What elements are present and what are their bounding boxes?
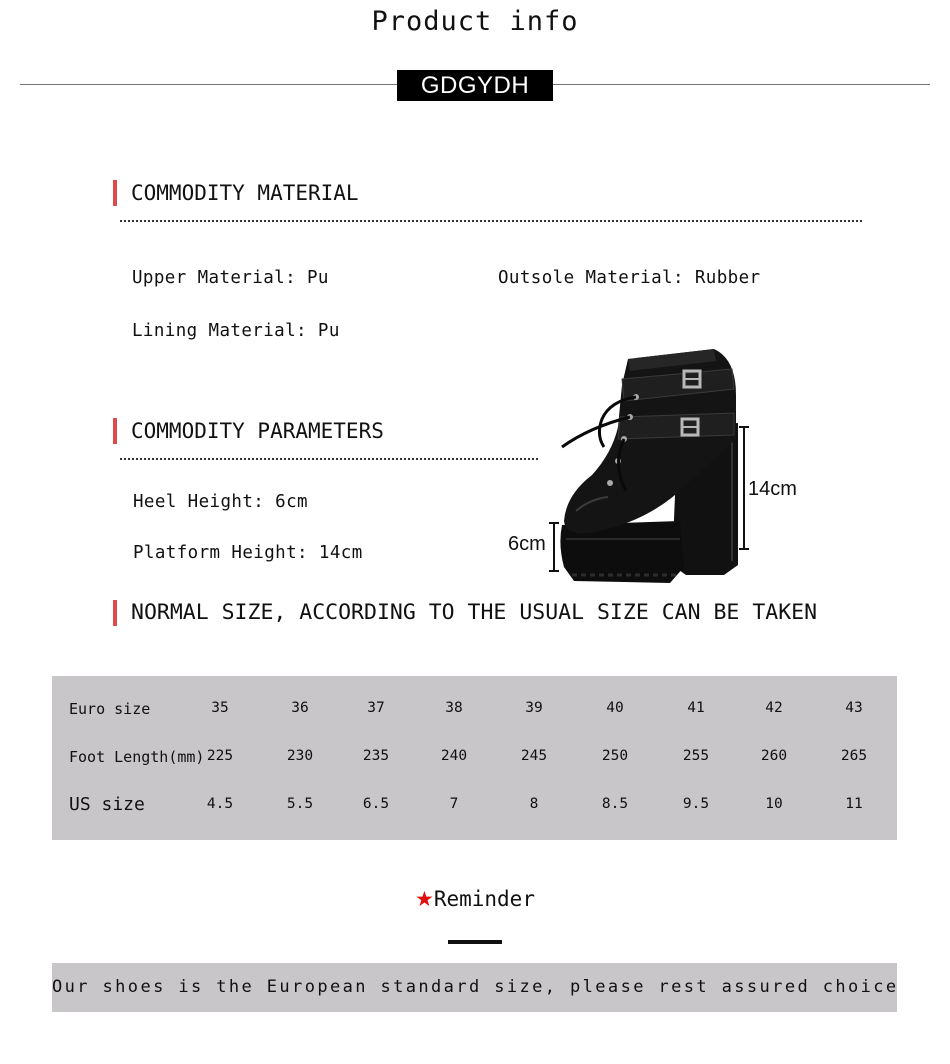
table-cell: 36 (291, 700, 309, 716)
table-cell: 11 (845, 796, 863, 812)
heel-dimension-label: 14cm (748, 478, 797, 500)
parameters-divider (120, 458, 538, 460)
brand-label: GDGYDH (397, 70, 553, 101)
table-cell: 225 (206, 748, 234, 764)
platform-dimension-label: 6cm (508, 533, 546, 555)
row-label-euro: Euro size (69, 700, 151, 718)
parameters-heading: COMMODITY PARAMETERS (113, 418, 384, 444)
product-image (500, 335, 820, 595)
outsole-material: Outsole Material: Rubber (498, 268, 761, 288)
reminder-heading (0, 887, 950, 911)
boot-illustration (500, 335, 820, 595)
table-cell: 37 (367, 700, 385, 716)
table-cell: 42 (765, 700, 783, 716)
reminder-note: Our shoes is the European standard size, please rest assured choice (52, 963, 897, 1012)
reminder-underline (448, 940, 502, 944)
reminder-title: Reminder (433, 887, 535, 911)
table-cell: 245 (520, 748, 548, 764)
material-heading: COMMODITY MATERIAL (113, 180, 359, 206)
table-cell: 5.5 (286, 796, 314, 812)
table-cell: 230 (286, 748, 314, 764)
table-cell: 250 (601, 748, 629, 764)
upper-material: Upper Material: Pu (132, 268, 329, 288)
table-cell: 6.5 (362, 796, 390, 812)
table-cell: 38 (445, 700, 463, 716)
table-cell: 35 (211, 700, 229, 716)
page-title: Product info (371, 6, 579, 37)
table-cell: 40 (606, 700, 624, 716)
table-cell: 4.5 (206, 796, 234, 812)
table-cell: 235 (362, 748, 390, 764)
table-cell: 255 (682, 748, 710, 764)
table-cell: 9.5 (682, 796, 710, 812)
row-label-foot-length: Foot Length(mm) (69, 748, 205, 766)
size-note-heading: NORMAL SIZE, ACCORDING TO THE USUAL SIZE CAN BE TAKEN (113, 600, 817, 626)
heel-height: Heel Height: 6cm (133, 492, 308, 512)
star-icon: ★ (415, 887, 434, 911)
table-cell: 260 (760, 748, 788, 764)
row-label-us: US size (69, 794, 145, 815)
table-cell: 10 (765, 796, 783, 812)
table-cell: 8 (529, 796, 539, 812)
table-cell: 39 (525, 700, 543, 716)
table-cell: 41 (687, 700, 705, 716)
table-cell: 240 (440, 748, 468, 764)
lining-material: Lining Material: Pu (132, 321, 340, 341)
platform-height: Platform Height: 14cm (133, 543, 363, 563)
table-cell: 7 (449, 796, 459, 812)
table-cell: 43 (845, 700, 863, 716)
table-cell: 8.5 (601, 796, 629, 812)
material-divider (120, 220, 862, 222)
size-table (52, 676, 897, 840)
table-cell: 265 (840, 748, 868, 764)
